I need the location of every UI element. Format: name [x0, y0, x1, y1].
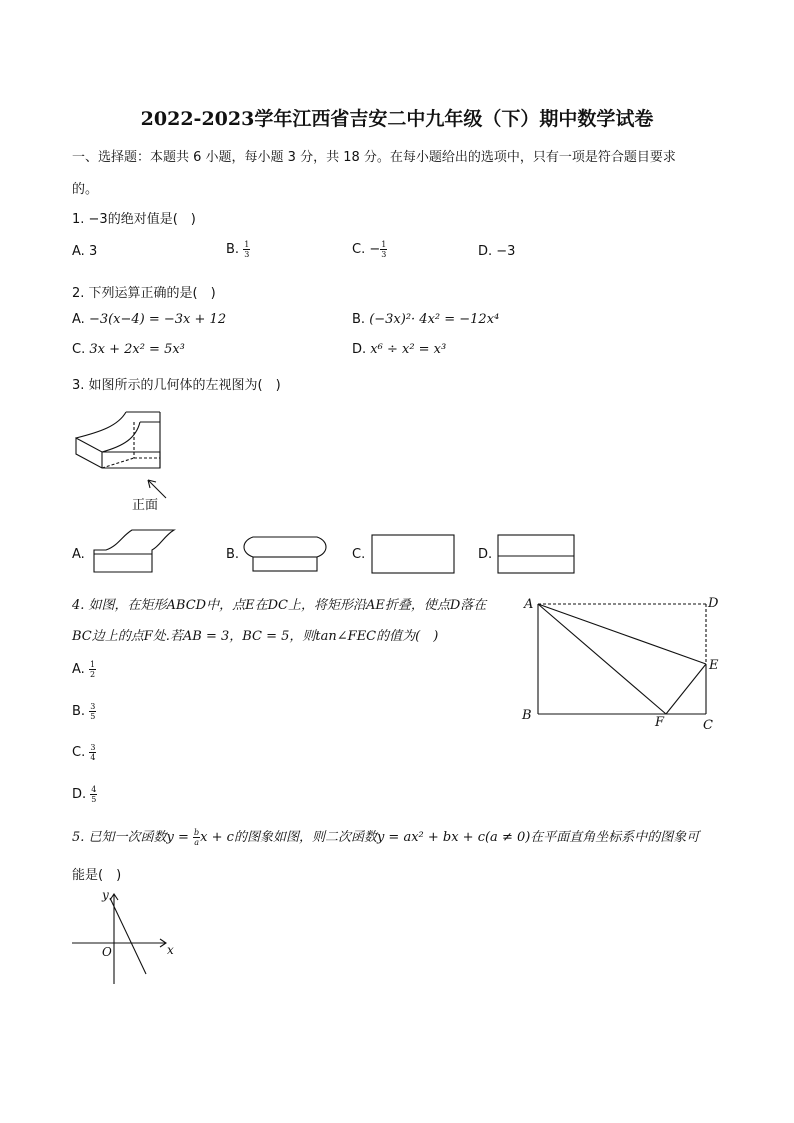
rectangle-fold-figure	[516, 592, 726, 732]
q3-option-c-label[interactable]: C.	[352, 547, 366, 562]
q4-option-c[interactable]: C. $\frac{3}{4}$	[72, 743, 96, 762]
point-f-label: F	[655, 715, 665, 730]
front-label: 正面	[132, 498, 159, 513]
question-2-stem: 2. 下列运算正确的是( )	[72, 286, 216, 301]
x-axis-label: x	[167, 943, 174, 957]
fraction: $\frac{3}{4}$	[90, 743, 96, 762]
q3-option-d-label[interactable]: D.	[478, 547, 493, 562]
q4-option-b[interactable]: B. $\frac{3}{5}$	[72, 702, 96, 721]
q3-option-b-figure[interactable]	[243, 531, 327, 573]
y-axis-label: y	[102, 888, 109, 902]
fraction: $\frac{1}{2}$	[89, 660, 96, 679]
question-4-stem-cont: BC边上的点F处.若AB = 3，BC = 5，则tan∠FEC的值为( )	[72, 629, 439, 644]
q4-option-d[interactable]: D. $\frac{4}{5}$	[72, 785, 97, 804]
q2-option-a[interactable]: A. −3(x−4) = −3x + 12	[72, 312, 227, 327]
fraction: $\frac{b}{a}$	[194, 828, 200, 847]
q2-option-d[interactable]: D. x⁶ ÷ x² = x³	[352, 342, 447, 357]
section-instructions: 一、选择题：本题共 6 小题，每小题 3 分，共 18 分。在每小题给出的选项中，只有一项是符合题目要求	[72, 150, 676, 165]
question-5-stem: 5. 已知一次函数y = $\frac{b}{a}$ x + c的图象如图，则二次函数y = ax² + bx + c(a ≠ 0)在平面直角坐标系中的图象可	[72, 828, 700, 847]
q1-option-c[interactable]: C. − $\frac{1}{3}$	[352, 240, 387, 259]
question-1-stem: 1. −3的绝对值是( )	[72, 212, 196, 227]
question-4-stem: 4. 如图，在矩形ABCD中，点E在DC上，将矩形沿AE折叠，使点D落在	[72, 598, 487, 613]
q1-option-d[interactable]: D. −3	[478, 244, 516, 259]
fraction: $\frac{4}{5}$	[91, 785, 97, 804]
q3-option-d-figure[interactable]	[497, 534, 575, 574]
q4-option-a[interactable]: A. $\frac{1}{2}$	[72, 660, 96, 679]
point-e-label: E	[709, 658, 719, 673]
point-b-label: B	[522, 708, 532, 723]
point-c-label: C	[703, 718, 713, 733]
fraction: $\frac{1}{3}$	[244, 240, 250, 259]
linear-function-graph	[66, 886, 176, 986]
q2-option-c[interactable]: C. 3x + 2x² = 5x³	[72, 342, 185, 357]
question-5-stem-cont: 能是( )	[72, 868, 122, 883]
fraction: $\frac{1}{3}$	[381, 240, 387, 259]
q3-option-c-figure[interactable]	[371, 534, 455, 574]
q1-option-a[interactable]: A. 3	[72, 244, 98, 259]
q1-option-b[interactable]: B. $\frac{1}{3}$	[226, 240, 250, 259]
q3-option-a-figure[interactable]	[88, 528, 178, 574]
q3-option-b-label[interactable]: B.	[226, 547, 240, 562]
origin-label: O	[102, 945, 112, 959]
fraction: $\frac{3}{5}$	[90, 702, 96, 721]
page-title: 2022-2023学年江西省吉安二中九年级（下）期中数学试卷	[140, 108, 654, 130]
q2-option-b[interactable]: B. (−3x)²· 4x² = −12x⁴	[352, 312, 500, 327]
section-instructions-cont: 的。	[72, 182, 99, 197]
point-d-label: D	[708, 596, 719, 611]
point-a-label: A	[524, 597, 534, 612]
q3-option-a-label[interactable]: A.	[72, 547, 85, 562]
question-3-stem: 3. 如图所示的几何体的左视图为( )	[72, 378, 281, 393]
